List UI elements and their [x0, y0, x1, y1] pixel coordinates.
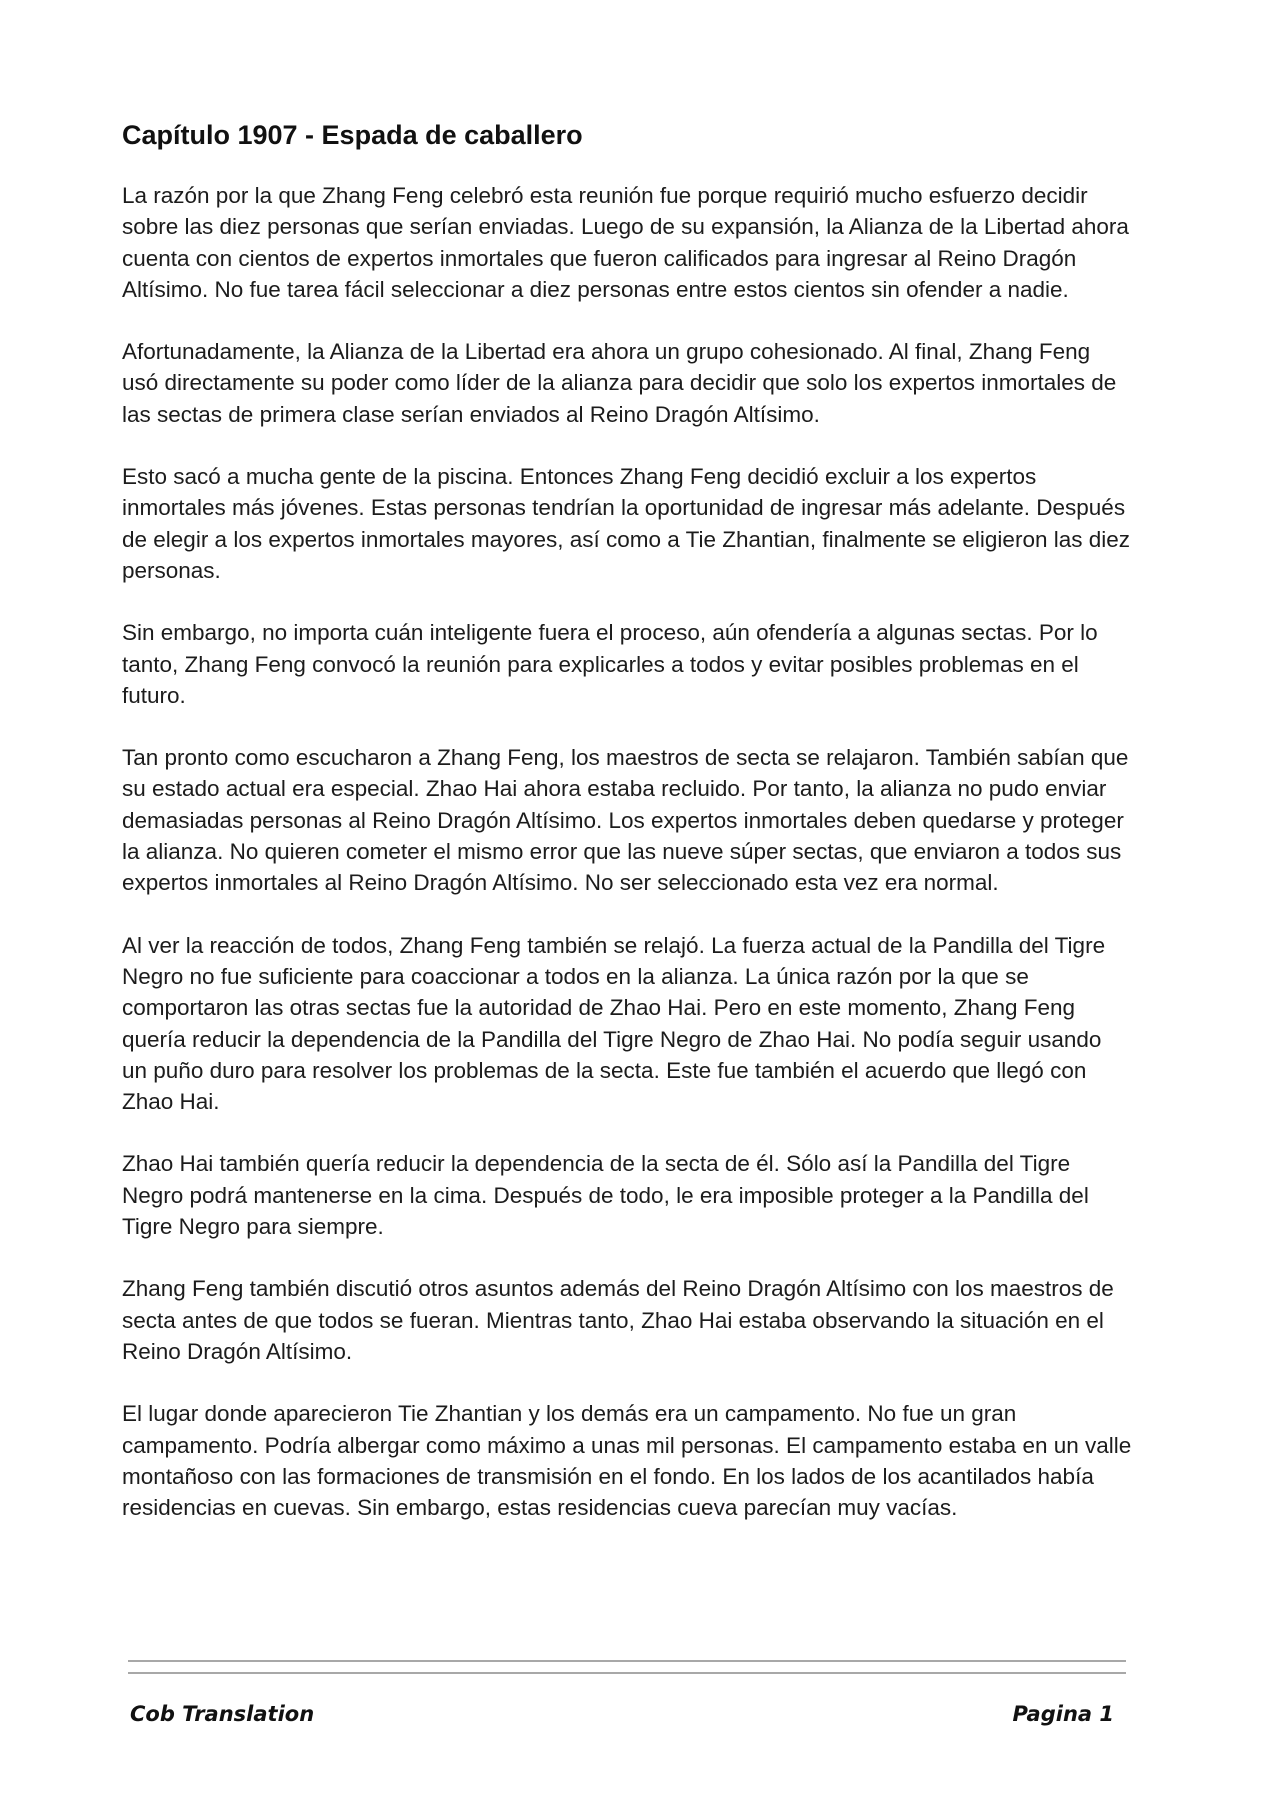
paragraph-1: La razón por la que Zhang Feng celebró esta reunión fue porque requirió mucho esfuerzo decidir sobre las diez personas que serían enviadas. Luego de su expansión, la Alianza de la Libertad ahora cuenta con cientos de expertos inmortales que fueron calificados para ingresar al Reino Dragón Altísimo. No fue tarea fácil seleccionar a diez personas entre estos cientos sin ofender a nadie.: [122, 183, 1129, 302]
paragraph-8: Zhang Feng también discutió otros asuntos además del Reino Dragón Altísimo con los maestros de secta antes de que todos se fueran. Mientras tanto, Zhao Hai estaba observando la situación en el Reino Dragón Altísimo.: [122, 1276, 1114, 1364]
paragraph-2: Afortunadamente, la Alianza de la Libertad era ahora un grupo cohesionado. Al final, Zhang Feng usó directamente su poder como líder de la alianza para decidir que solo los expertos inmortales de las sectas de primera clase serían enviados al Reino Dragón Altísimo.: [122, 339, 1117, 427]
footer-divider-top: [128, 1660, 1126, 1662]
footer-translator-credit: Cob Translation: [130, 1702, 315, 1726]
paragraph-4: Sin embargo, no importa cuán inteligente fuera el proceso, aún ofendería a algunas sectas. Por lo tanto, Zhang Feng convocó la reunión para explicarles a todos y evitar posibles problemas en el futuro.: [122, 620, 1098, 708]
footer-page-number: Pagina 1: [1012, 1702, 1114, 1726]
footer-divider-bottom: [128, 1672, 1126, 1674]
paragraph-5: Tan pronto como escucharon a Zhang Feng, los maestros de secta se relajaron. También sabían que su estado actual era especial. Zhao Hai ahora estaba recluido. Por tanto, la alianza no pudo enviar demasiadas personas al Reino Dragón Altísimo. Los expertos inmortales deben quedarse y proteger la alianza. No quieren cometer el mismo error que las nueve súper sectas, que enviaron a todos sus expertos inmortales al Reino Dragón Altísimo. No ser seleccionado esta vez era normal.: [122, 745, 1129, 896]
chapter-title: Capítulo 1907 - Espada de caballero: [122, 120, 583, 150]
paragraph-3: Esto sacó a mucha gente de la piscina. Entonces Zhang Feng decidió excluir a los expertos inmortales más jóvenes. Estas personas tendrían la oportunidad de ingresar más adelante. Después de elegir a los expertos inmortales mayores, así como a Tie Zhantian, finalmente se eligieron las diez personas.: [122, 464, 1131, 583]
footer-row: [128, 1702, 1126, 1742]
paragraph-6: Al ver la reacción de todos, Zhang Feng también se relajó. La fuerza actual de la Pandilla del Tigre Negro no fue suficiente para coaccionar a todos en la alianza. La única razón por la que se comportaron las otras sectas fue la autoridad de Zhao Hai. Pero en este momento, Zhang Feng quería reducir la dependencia de la Pandilla del Tigre Negro de Zhao Hai. No podía seguir usando un puño duro para resolver los problemas de la secta. Este fue también el acuerdo que llegó con Zhao Hai.: [122, 932, 1106, 1115]
paragraph-9: El lugar donde aparecieron Tie Zhantian y los demás era un campamento. No fue un gran campamento. Podría albergar como máximo a unas mil personas. El campamento estaba en un valle montañoso con las formaciones de transmisión en el fondo. En los lados de los acantilados había residencias en cuevas. Sin embargo, estas residencias cueva parecían muy vacías.: [122, 1401, 1132, 1521]
paragraph-7: Zhao Hai también quería reducir la dependencia de la secta de él. Sólo así la Pandilla del Tigre Negro podrá mantenerse en la cima. Después de todo, le era imposible proteger a la Pandilla del Tigre Negro para siempre.: [122, 1151, 1089, 1240]
page-footer: [128, 1660, 1126, 1742]
document-page: [122, 118, 1132, 1554]
